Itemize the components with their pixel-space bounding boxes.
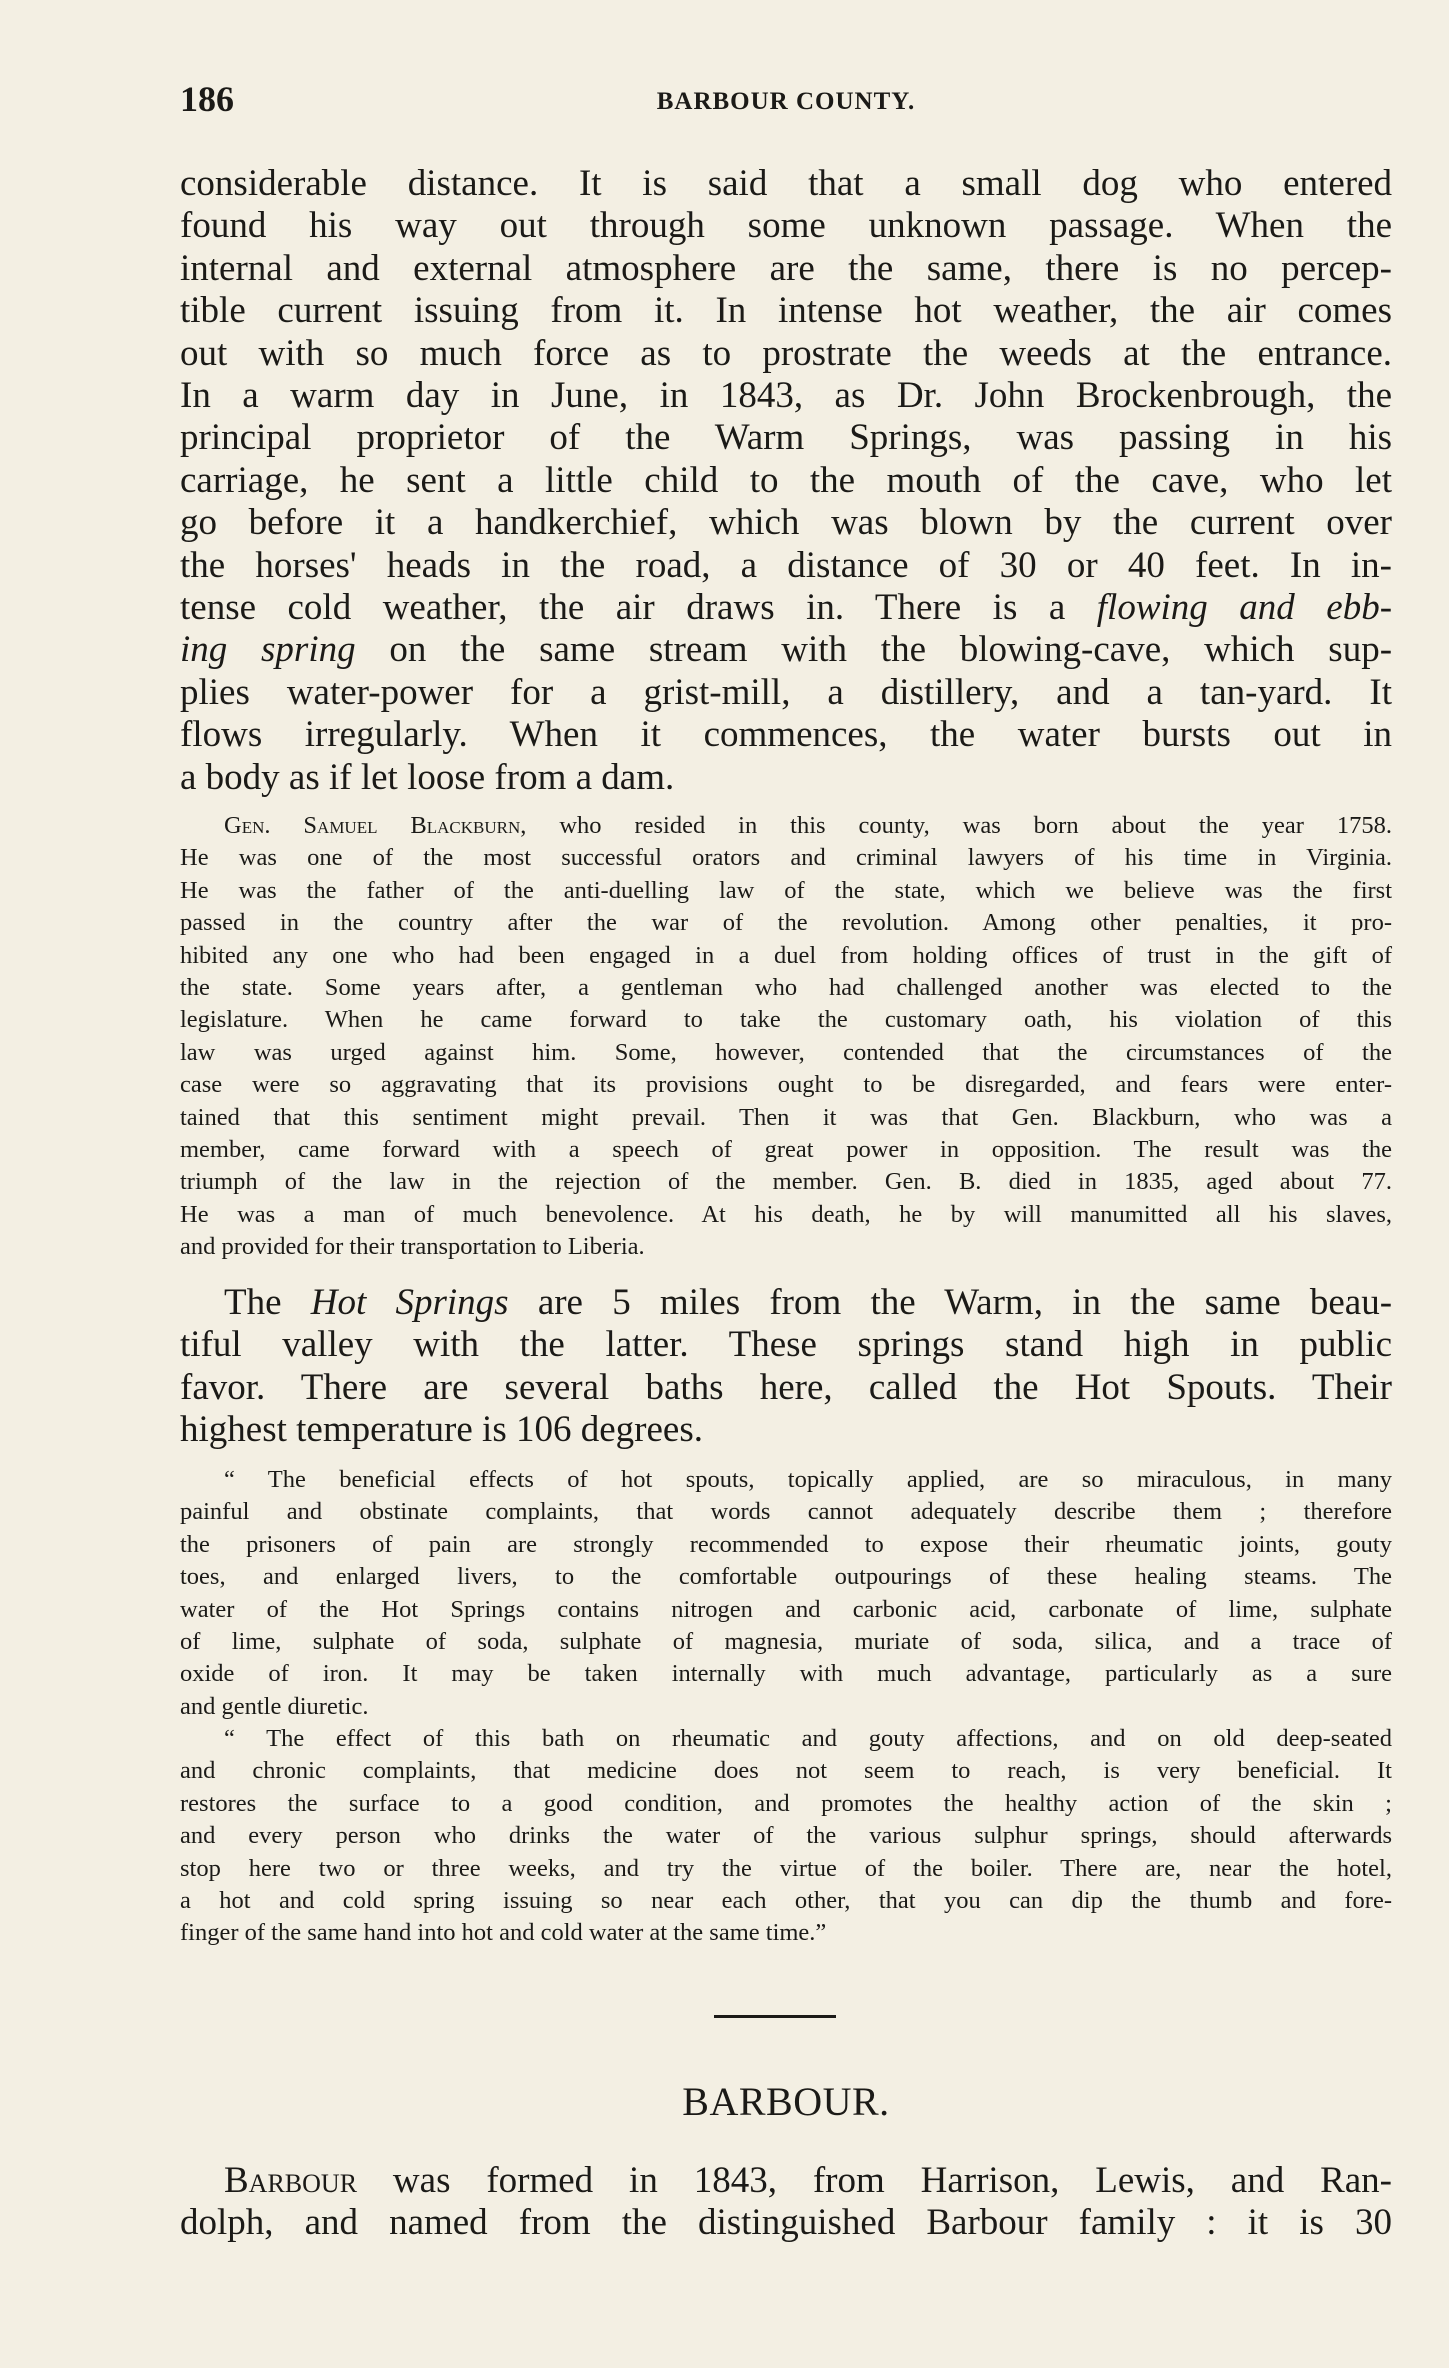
- blackburn-paragraph: [180, 810, 1392, 1264]
- section-title: BARBOUR.: [682, 2079, 890, 2124]
- text-line: triumph of the law in the rejection of the member. Gen. B. died in 1835, aged about 77.: [180, 1168, 1392, 1196]
- text-line: a body as if let loose from a dam.: [180, 756, 675, 798]
- page-header: [180, 78, 1392, 128]
- text-line: oxide of iron. It may be taken internally with much advantage, particularly as a sure: [180, 1660, 1392, 1688]
- text-segment: who resided in this county, was born about the year 1758.: [559, 812, 1392, 839]
- text-segment: The: [224, 1282, 282, 1323]
- text-line: hibited any one who had been engaged in a duel from holding offices of trust in the gift of: [180, 941, 1392, 969]
- text-line: “ The effect of this bath on rheumatic and gouty affections, and on old deep-seated: [224, 1725, 1392, 1752]
- text-line: case were so aggravating that its provisions ought to be disregarded, and fears were enter-: [180, 1071, 1392, 1099]
- running-head: BARBOUR COUNTY.: [656, 88, 916, 115]
- text-segment: was formed in 1843, from Harrison, Lewis, and Ran-: [392, 2160, 1392, 2201]
- text-segment: on the same stream with the blowing-cave, which sup-: [389, 629, 1393, 671]
- text-segment: tense cold weather, the air draws in. There is a: [180, 587, 1066, 629]
- italic-term: flowing and ebb-: [1096, 587, 1393, 629]
- text-line: member, came forward with a speech of great power in opposition. The result was the: [180, 1136, 1392, 1164]
- text-line: tained that this sentiment might prevail. Then it was that Gen. Blackburn, who was a: [180, 1103, 1392, 1131]
- text-line: carriage, he sent a little child to the mouth of the cave, who let: [180, 459, 1392, 501]
- text-line: [180, 587, 1392, 629]
- text-line: [180, 2160, 1392, 2202]
- text-line: [180, 810, 1392, 842]
- hot-springs-paragraph: [180, 1282, 1392, 1452]
- text-line: go before it a handkerchief, which was blown by the current over: [180, 502, 1392, 544]
- text-line: flows irregularly. When it commences, the water bursts out in: [180, 714, 1392, 756]
- text-segment: are 5 miles from the Warm, in the same beau-: [537, 1282, 1393, 1323]
- text-line: and provided for their transportation to Liberia.: [180, 1233, 645, 1261]
- text-line: favor. There are several baths here, called the Hot Spouts. Their: [180, 1366, 1392, 1408]
- text-line: water of the Hot Springs contains nitrogen and carbonic acid, carbonate of lime, sulphate: [180, 1595, 1392, 1623]
- italic-term: Hot Springs: [310, 1282, 509, 1323]
- text-line: and gentle diuretic.: [180, 1692, 369, 1720]
- text-line: internal and external atmosphere are the same, there is no percep-: [180, 247, 1392, 289]
- text-line: the state. Some years after, a gentleman who had challenged another was elected to the: [180, 974, 1392, 1002]
- page-number: 186: [180, 79, 234, 119]
- text-line: of lime, sulphate of soda, sulphate of magnesia, muriate of soda, silica, and a trace of: [180, 1628, 1392, 1656]
- text-line: and every person who drinks the water of the various sulphur springs, should afterwards: [180, 1822, 1392, 1850]
- text-line: the horses' heads in the road, a distance of 30 or 40 feet. In in-: [180, 544, 1392, 586]
- text-line: tible current issuing from it. In intense hot weather, the air comes: [180, 290, 1392, 332]
- text-line: He was one of the most successful orators and criminal lawyers of his time in Virginia.: [180, 844, 1392, 872]
- text-line: stop here two or three weeks, and try the virtue of the boiler. There are, near the hotel,: [180, 1854, 1392, 1882]
- text-line: [180, 629, 1392, 671]
- text-line: tiful valley with the latter. These springs stand high in public: [180, 1324, 1392, 1366]
- text-line: dolph, and named from the distinguished Barbour family : it is 30: [180, 2202, 1392, 2244]
- text-line: legislature. When he came forward to take the customary oath, his violation of this: [180, 1006, 1392, 1034]
- text-line: “ The beneficial effects of hot spouts, topically applied, are so miraculous, in many: [224, 1466, 1392, 1493]
- text-line: In a warm day in June, in 1843, as Dr. John Brockenbrough, the: [180, 375, 1392, 417]
- text-line: restores the surface to a good condition, and promotes the healthy action of the skin ;: [180, 1789, 1392, 1817]
- text-line: found his way out through some unknown passage. When the: [180, 205, 1392, 247]
- text-line: toes, and enlarged livers, to the comfortable outpourings of these healing steams. The: [180, 1563, 1392, 1591]
- text-line: and chronic complaints, that medicine does not seem to reach, is very beneficial. It: [180, 1757, 1392, 1785]
- section-divider: [714, 2015, 836, 2018]
- text-line: finger of the same hand into hot and cold water at the same time.”: [180, 1919, 827, 1947]
- text-line: highest temperature is 106 degrees.: [180, 1409, 703, 1451]
- text-line: He was a man of much benevolence. At his death, he by will manumitted all his slaves,: [180, 1200, 1392, 1228]
- text-line: law was urged against him. Some, however, contended that the circumstances of the: [180, 1038, 1392, 1066]
- quote-paragraph-1: [180, 1464, 1392, 1723]
- continuation-paragraph: [180, 163, 1392, 799]
- text-line: plies water-power for a grist-mill, a distillery, and a tan-yard. It: [180, 671, 1392, 713]
- person-name: Gen. Samuel Blackburn,: [224, 812, 527, 839]
- text-line: a hot and cold spring issuing so near each other, that you can dip the thumb and fore-: [180, 1887, 1392, 1915]
- italic-term: ing spring: [180, 629, 356, 671]
- text-line: principal proprietor of the Warm Springs, was passing in his: [180, 417, 1392, 459]
- text-line: passed in the country after the war of the revolution. Among other penalties, it pro-: [180, 909, 1392, 937]
- text-line: the prisoners of pain are strongly recommended to expose their rheumatic joints, gouty: [180, 1530, 1392, 1558]
- text-line: out with so much force as to prostrate the weeds at the entrance.: [180, 332, 1392, 374]
- text-line: [180, 1282, 1392, 1324]
- text-line: painful and obstinate complaints, that words cannot adequately describe them ; therefore: [180, 1498, 1392, 1526]
- lead-word: Barbour: [224, 2160, 358, 2201]
- barbour-paragraph: [180, 2160, 1392, 2245]
- quote-paragraph-2: [180, 1723, 1392, 1950]
- text-line: He was the father of the anti-duelling law of the state, which we believe was the first: [180, 876, 1392, 904]
- text-line: considerable distance. It is said that a small dog who entered: [180, 163, 1392, 204]
